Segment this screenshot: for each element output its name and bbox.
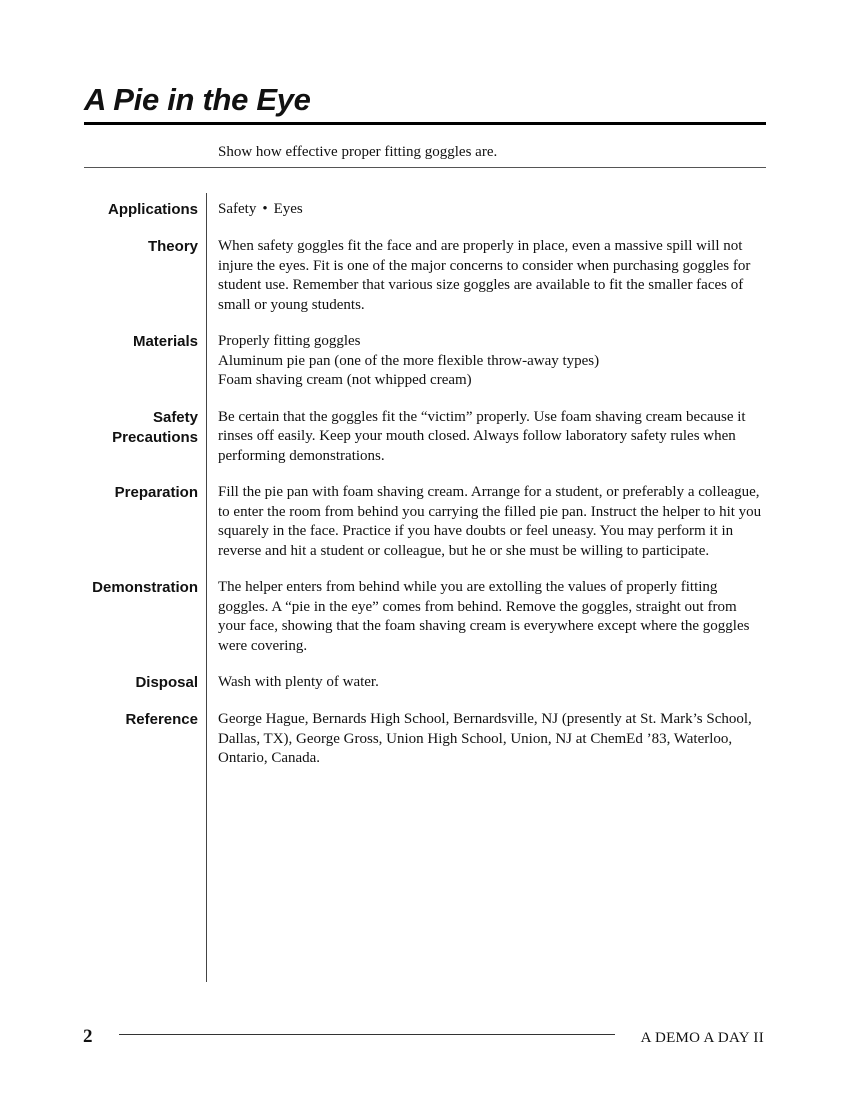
section-safety-precautions <box>0 408 850 467</box>
bullet-separator: • <box>262 201 268 217</box>
application-item: Eyes <box>273 201 303 217</box>
page-number: 2 <box>83 1026 93 1047</box>
disposal-text: Wash with plenty of water. <box>218 674 379 690</box>
theory-text: When safety goggles fit the face and are properly in place, even a massive spill will not injure the eyes. Fit is one of the major concerns to consider when purchasing goggles for student use. Remember that various size goggles are available to fit the smaller faces of small or young students. <box>218 238 751 313</box>
sections-container <box>0 200 850 786</box>
section-body-preparation <box>218 483 766 561</box>
section-preparation <box>0 483 850 561</box>
section-demonstration <box>0 578 850 656</box>
material-item: Properly fitting goggles <box>218 333 361 349</box>
demonstration-text: The helper enters from behind while you are extolling the values of properly fitting goggles. A “pie in the eye” comes from behind. Remove the goggles, straight out from your face, showing that the foam shaving cream is everywhere except where the goggles were covering. <box>218 579 750 654</box>
safety-text: Be certain that the goggles fit the “victim” properly. Use foam shaving cream because it rinses off easily. Keep your mouth closed. Always follow laboratory safety rules when performing demonstrations. <box>218 408 746 464</box>
section-label-applications: Applications <box>107 201 198 218</box>
application-item: Safety <box>218 201 257 217</box>
page-subtitle: Show how effective proper fitting goggles are. <box>218 144 498 160</box>
section-label-preparation: Preparation <box>114 484 198 501</box>
section-label-materials: Materials <box>132 333 198 350</box>
section-body-disposal <box>218 673 766 693</box>
section-label-demonstration: Demonstration <box>92 579 198 596</box>
section-body-applications <box>218 200 766 220</box>
title-divider <box>84 122 766 125</box>
section-theory <box>0 237 850 315</box>
page-title: A Pie in the Eye <box>84 82 311 117</box>
footer-divider <box>119 1034 615 1035</box>
section-materials <box>0 332 850 391</box>
material-item: Aluminum pie pan (one of the more flexible throw-away types) <box>218 352 600 369</box>
section-label-line: Safety <box>152 408 198 426</box>
section-body-safety-precautions <box>218 408 766 467</box>
section-body-materials <box>218 332 766 391</box>
section-label-reference: Reference <box>125 711 198 728</box>
section-label-theory: Theory <box>147 238 198 255</box>
book-title: A DEMO A DAY II <box>640 1030 764 1046</box>
section-disposal <box>0 673 850 693</box>
section-label-disposal: Disposal <box>135 674 198 691</box>
section-body-reference <box>218 710 766 769</box>
material-item: Foam shaving cream (not whipped cream) <box>218 372 472 388</box>
section-label-safety-precautions <box>0 408 198 467</box>
section-label-line: Precautions <box>112 428 198 446</box>
section-applications <box>0 200 850 220</box>
section-reference <box>0 710 850 769</box>
subtitle-divider <box>84 167 766 168</box>
section-body-theory <box>218 237 766 315</box>
preparation-text: Fill the pie pan with foam shaving cream. Arrange for a student, or preferably a colleague, to enter the room from behind you carrying the filled pie pan. Instruct the helper to hit you squarely in the face. Practice if you have doubts or feel uneasy. You may perform it in reverse and hit a student or colleague, but he or she must be willing to participate. <box>218 484 762 559</box>
reference-text: George Hague, Bernards High School, Bernardsville, NJ (presently at St. Mark’s School, Dallas, TX), George Gross, Union High School, Union, NJ at ChemEd ’83, Waterloo, Ontario, Canada. <box>218 711 752 766</box>
section-body-demonstration <box>218 578 766 656</box>
